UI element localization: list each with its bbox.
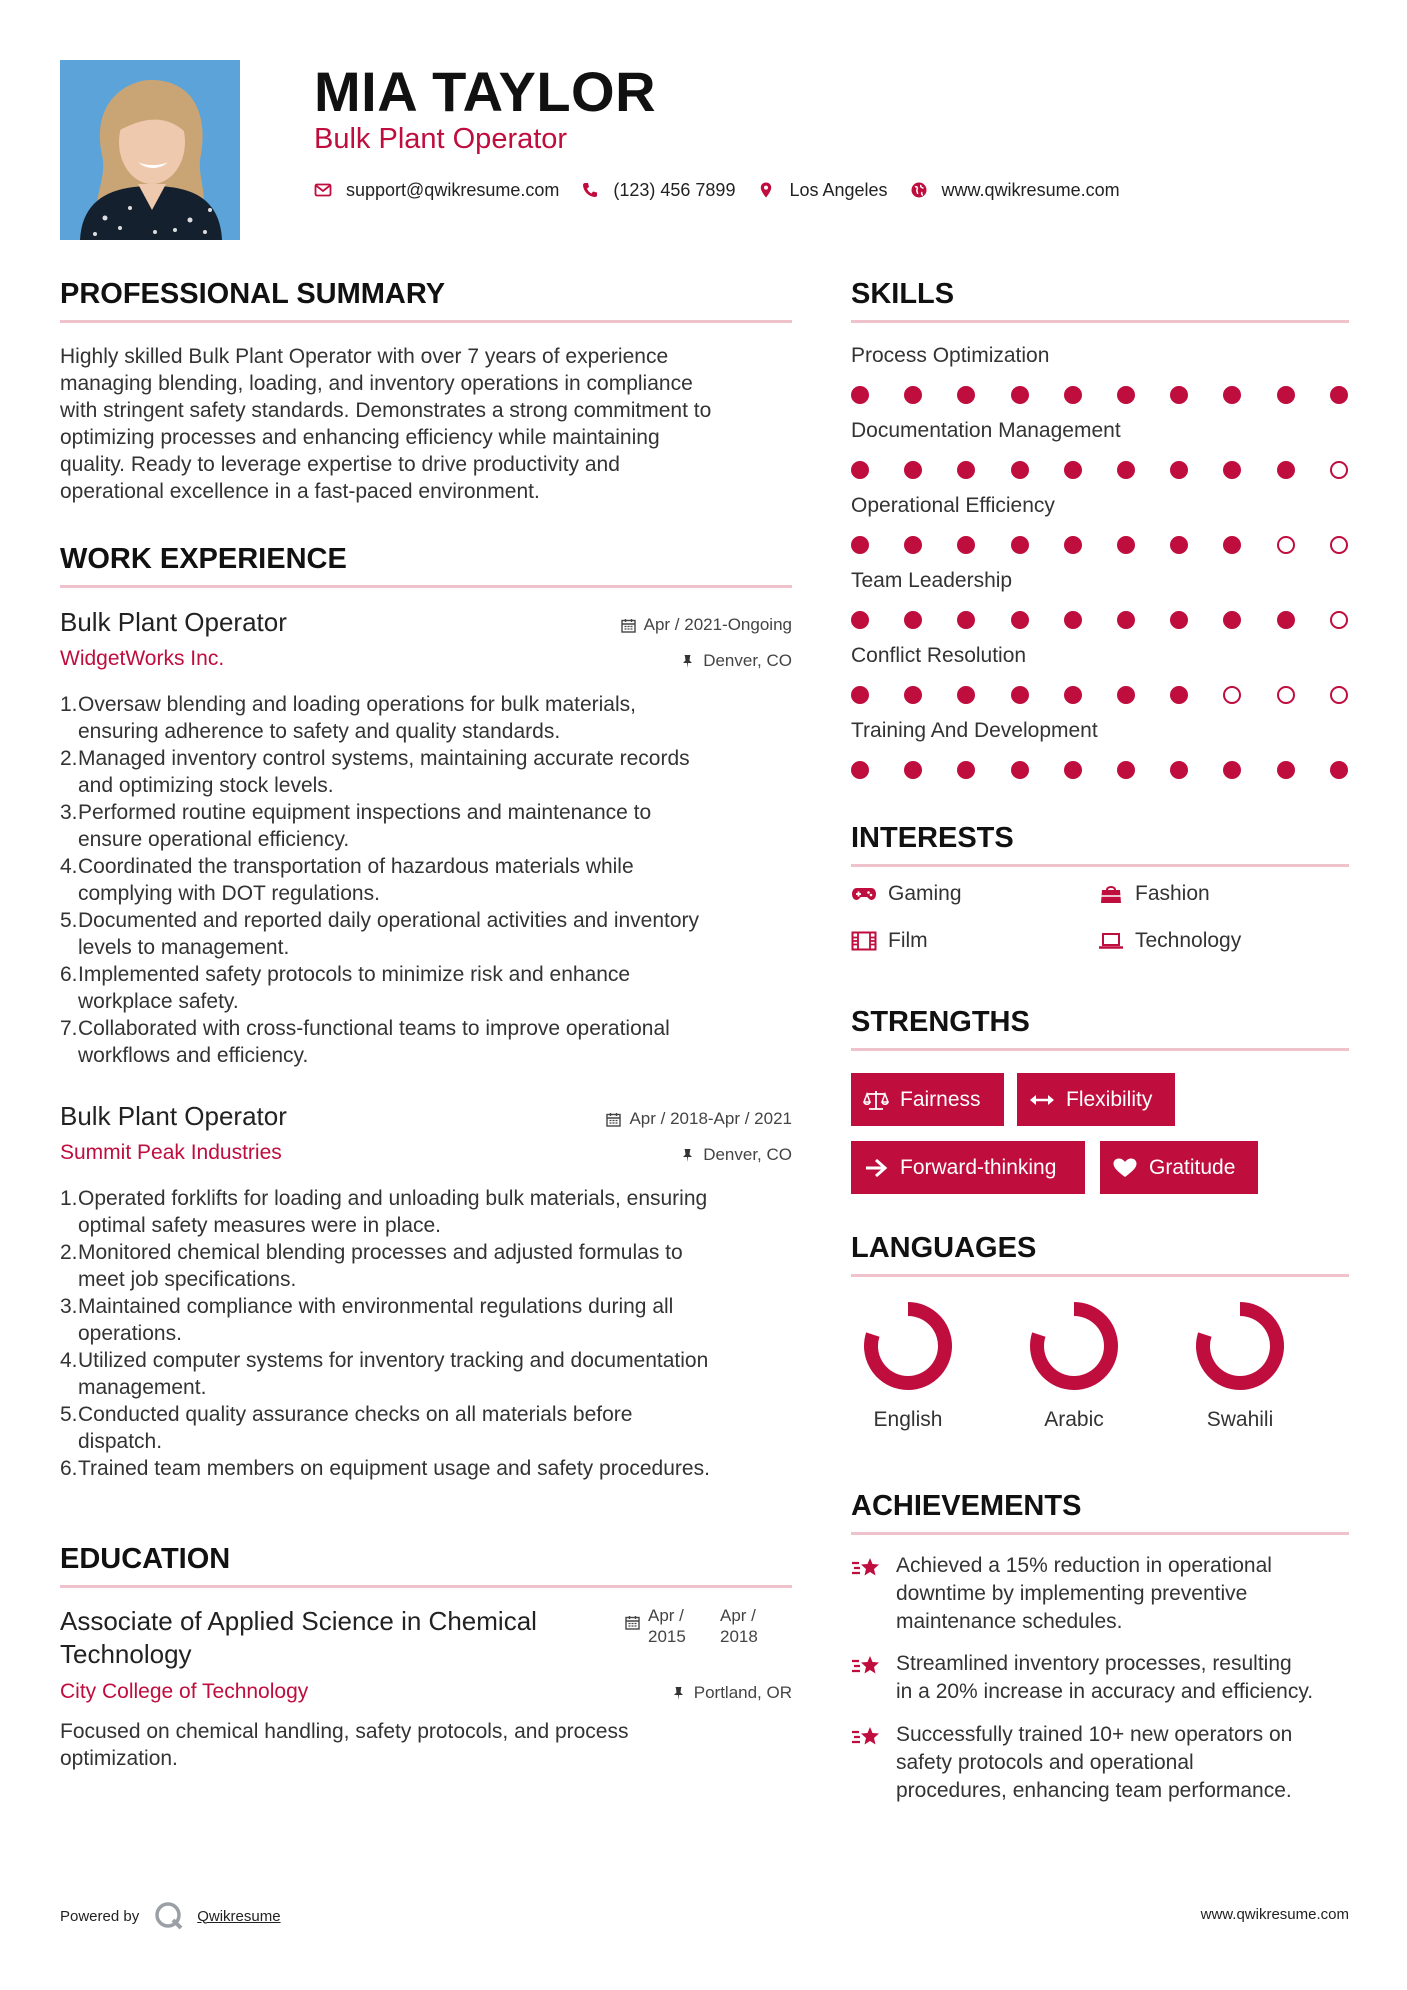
job-bullet: 3. Performed routine equipment inspections and maintenance to ensure operational efficiency. bbox=[60, 801, 652, 851]
education-location bbox=[671, 1683, 792, 1703]
job-bullet: 6. Trained team members on equipment usage and safety procedures. bbox=[60, 1457, 710, 1480]
interest-item bbox=[1098, 882, 1210, 906]
strength-label: Gratitude bbox=[1149, 1155, 1236, 1179]
job-location bbox=[680, 1144, 792, 1166]
job-location bbox=[680, 650, 792, 672]
skill-dot-filled bbox=[1277, 461, 1295, 479]
language-level-ring bbox=[1194, 1300, 1286, 1392]
skill-dot-filled bbox=[1223, 611, 1241, 629]
job-bullet: 2. Managed inventory control systems, maintaining accurate records and optimizing stock levels. bbox=[60, 747, 690, 797]
interest-item bbox=[1098, 929, 1241, 953]
star-ribbon-icon bbox=[851, 1652, 883, 1680]
skill-dot-filled bbox=[904, 761, 922, 779]
experience-divider bbox=[60, 585, 792, 588]
language-name: English bbox=[873, 1408, 943, 1431]
skill-dot-filled bbox=[1011, 536, 1029, 554]
experience-heading: WORK EXPERIENCE bbox=[60, 543, 347, 575]
skill-dot-empty bbox=[1277, 536, 1295, 554]
skill-name: Process Optimization bbox=[851, 344, 1050, 367]
contact-email[interactable] bbox=[314, 180, 559, 201]
contact-bar bbox=[314, 176, 1142, 204]
skill-item bbox=[851, 418, 1351, 481]
education-start-date: Apr / 2015 bbox=[648, 1606, 686, 1646]
skill-rating bbox=[851, 761, 1351, 781]
skill-dot-filled bbox=[1223, 536, 1241, 554]
summary-text bbox=[60, 343, 800, 505]
job-location-text: Denver, CO bbox=[703, 651, 792, 670]
skill-dot-filled bbox=[904, 686, 922, 704]
skill-name: Operational Efficiency bbox=[851, 494, 1055, 517]
skill-dot-filled bbox=[1170, 461, 1188, 479]
summary-divider bbox=[60, 320, 792, 323]
skill-dot-filled bbox=[1117, 536, 1135, 554]
interest-label: Fashion bbox=[1135, 882, 1210, 905]
achievement-text: Achieved a 15% reduction in operational downtime by implementing preventive maintenance schedules. bbox=[896, 1554, 1272, 1633]
job-bullet: 1. Oversaw blending and loading operations for bulk materials, ensuring adherence to safety and quality standards. bbox=[60, 693, 636, 743]
laptop-icon bbox=[1098, 931, 1124, 951]
skill-dot-filled bbox=[1117, 761, 1135, 779]
skill-dot-filled bbox=[1117, 386, 1135, 404]
contact-phone-text: (123) 456 7899 bbox=[613, 179, 736, 200]
skill-dot-filled bbox=[851, 461, 869, 479]
strength-label: Flexibility bbox=[1066, 1087, 1153, 1111]
summary-line: with stringent safety standards. Demonstrates a strong commitment to bbox=[60, 399, 712, 422]
job-role: Bulk Plant Operator bbox=[60, 1101, 287, 1131]
interest-item bbox=[851, 929, 928, 953]
strength-badge bbox=[1017, 1073, 1175, 1126]
contact-location-text: Los Angeles bbox=[789, 179, 888, 200]
language-item bbox=[1170, 1300, 1310, 1433]
location-pin-icon bbox=[757, 181, 775, 199]
skill-dot-filled bbox=[957, 761, 975, 779]
languages-heading: LANGUAGES bbox=[851, 1232, 1037, 1264]
education-dates bbox=[625, 1605, 790, 1647]
job-bullets bbox=[60, 691, 800, 1069]
skill-dot-empty bbox=[1330, 611, 1348, 629]
language-name: Arabic bbox=[1044, 1408, 1104, 1431]
interests-divider bbox=[851, 864, 1349, 867]
skill-dot-filled bbox=[957, 386, 975, 404]
summary-line: managing blending, loading, and inventory operations in compliance bbox=[60, 372, 693, 395]
achievements-heading: ACHIEVEMENTS bbox=[851, 1490, 1082, 1522]
skill-dot-filled bbox=[904, 536, 922, 554]
language-level-arc bbox=[1037, 1309, 1111, 1383]
skill-rating bbox=[851, 386, 1351, 406]
pushpin-icon bbox=[680, 654, 695, 669]
skill-dot-empty bbox=[1277, 686, 1295, 704]
language-level-arc bbox=[871, 1309, 945, 1383]
strength-badge bbox=[851, 1141, 1085, 1194]
language-item bbox=[1004, 1300, 1144, 1433]
skill-dot-empty bbox=[1330, 461, 1348, 479]
candidate-title: Bulk Plant Operator bbox=[314, 123, 568, 155]
skill-rating bbox=[851, 461, 1351, 481]
skill-name: Training And Development bbox=[851, 719, 1098, 742]
contact-location bbox=[757, 180, 887, 201]
job-role: Bulk Plant Operator bbox=[60, 607, 287, 637]
skill-dot-filled bbox=[1064, 761, 1082, 779]
achievement-item bbox=[851, 1552, 1361, 1636]
skill-dot-filled bbox=[1064, 461, 1082, 479]
strengths-heading: STRENGTHS bbox=[851, 1006, 1030, 1038]
skill-dot-filled bbox=[1011, 686, 1029, 704]
interest-label: Film bbox=[888, 929, 928, 952]
skill-dot-filled bbox=[1330, 761, 1348, 779]
skill-dot-filled bbox=[1223, 761, 1241, 779]
education-heading: EDUCATION bbox=[60, 1543, 231, 1575]
star-ribbon-icon bbox=[851, 1723, 883, 1751]
shopping-bag-icon bbox=[1098, 884, 1124, 904]
skill-dot-filled bbox=[1170, 536, 1188, 554]
education-end-date: Apr / 2018 bbox=[720, 1606, 758, 1646]
skill-dot-filled bbox=[1064, 611, 1082, 629]
skill-dot-filled bbox=[1011, 461, 1029, 479]
skill-dot-filled bbox=[1011, 386, 1029, 404]
skill-dot-filled bbox=[957, 686, 975, 704]
contact-website[interactable] bbox=[910, 180, 1120, 201]
skill-dot-filled bbox=[1170, 761, 1188, 779]
skill-dot-filled bbox=[904, 611, 922, 629]
job-dates bbox=[606, 1108, 792, 1130]
footer-brand-link[interactable]: Qwikresume bbox=[197, 1907, 281, 1925]
achievements-divider bbox=[851, 1532, 1349, 1535]
skill-item bbox=[851, 718, 1351, 781]
strength-label: Forward-thinking bbox=[900, 1155, 1057, 1179]
job-bullet: 5. Conducted quality assurance checks on all materials before dispatch. bbox=[60, 1403, 633, 1453]
interest-item bbox=[851, 882, 962, 906]
job-dates-text: Apr / 2021-Ongoing bbox=[643, 615, 792, 634]
skill-dot-filled bbox=[851, 536, 869, 554]
skill-dot-filled bbox=[957, 461, 975, 479]
job-location-text: Denver, CO bbox=[703, 1145, 792, 1164]
job-bullets bbox=[60, 1185, 800, 1482]
pushpin-icon bbox=[680, 1148, 695, 1163]
education-divider bbox=[60, 1585, 792, 1588]
achievement-item bbox=[851, 1650, 1361, 1706]
language-name: Swahili bbox=[1206, 1408, 1274, 1431]
education-description: Focused on chemical handling, safety protocols, and process optimization. bbox=[60, 1720, 629, 1770]
skill-dot-filled bbox=[957, 536, 975, 554]
education-location-text: Portland, OR bbox=[693, 1683, 792, 1702]
skill-dot-filled bbox=[1330, 386, 1348, 404]
skill-dot-filled bbox=[1117, 686, 1135, 704]
job-bullet: 7. Collaborated with cross-functional teams to improve operational workflows and efficiency. bbox=[60, 1017, 670, 1067]
heart-icon bbox=[1112, 1157, 1138, 1179]
job-company: Summit Peak Industries bbox=[60, 1141, 282, 1164]
language-item bbox=[838, 1300, 978, 1433]
footer-website-link[interactable]: www.qwikresume.com bbox=[1200, 1906, 1349, 1923]
interest-label: Technology bbox=[1135, 929, 1242, 952]
skill-name: Documentation Management bbox=[851, 419, 1121, 442]
summary-line: Highly skilled Bulk Plant Operator with over 7 years of experience bbox=[60, 345, 669, 368]
job-bullet: 5. Documented and reported daily operational activities and inventory levels to management. bbox=[60, 909, 700, 959]
globe-icon bbox=[910, 181, 928, 199]
calendar-icon bbox=[621, 618, 636, 633]
film-icon bbox=[851, 931, 877, 951]
summary-line: operational excellence in a fast-paced environment. bbox=[60, 480, 540, 503]
skill-item bbox=[851, 643, 1351, 706]
profile-photo bbox=[60, 60, 240, 240]
skill-dot-filled bbox=[1277, 611, 1295, 629]
job-bullet: 3. Maintained compliance with environmental regulations during all operations. bbox=[60, 1295, 674, 1345]
skill-dot-filled bbox=[904, 461, 922, 479]
email-icon bbox=[314, 181, 332, 199]
skill-item bbox=[851, 343, 1351, 406]
calendar-icon bbox=[606, 1112, 621, 1127]
job-bullet: 6. Implemented safety protocols to minimize risk and enhance workplace safety. bbox=[60, 963, 631, 1013]
interest-label: Gaming bbox=[888, 882, 962, 905]
job-bullet: 4. Coordinated the transportation of hazardous materials while complying with DOT regulations. bbox=[60, 855, 634, 905]
skill-dot-filled bbox=[1011, 761, 1029, 779]
degree-title: Associate of Applied Science in Chemical Technology bbox=[60, 1606, 537, 1669]
gamepad-icon bbox=[851, 884, 877, 904]
skill-dot-filled bbox=[1064, 386, 1082, 404]
skill-dot-filled bbox=[1170, 386, 1188, 404]
powered-by-text: Powered by bbox=[60, 1907, 140, 1925]
contact-website-text: www.qwikresume.com bbox=[941, 179, 1120, 200]
skill-item bbox=[851, 493, 1351, 556]
strength-badge bbox=[1100, 1141, 1258, 1194]
job-company: WidgetWorks Inc. bbox=[60, 647, 225, 670]
pushpin-icon bbox=[671, 1686, 686, 1701]
skill-dot-empty bbox=[1330, 536, 1348, 554]
job-bullet: 2. Monitored chemical blending processes and adjusted formulas to meet job specifications. bbox=[60, 1241, 683, 1291]
job-bullet: 4. Utilized computer systems for inventory tracking and documentation management. bbox=[60, 1349, 709, 1399]
skill-dot-filled bbox=[851, 611, 869, 629]
skill-dot-empty bbox=[1330, 686, 1348, 704]
double-arrow-icon bbox=[1029, 1089, 1055, 1111]
qwikresume-logo-icon bbox=[153, 1900, 185, 1932]
school-name: City College of Technology bbox=[60, 1680, 309, 1703]
skill-dot-filled bbox=[1277, 386, 1295, 404]
language-level-arc bbox=[1203, 1309, 1277, 1383]
strength-badge bbox=[851, 1073, 1004, 1126]
arrow-right-icon bbox=[863, 1157, 889, 1179]
skill-rating bbox=[851, 611, 1351, 631]
balance-scale-icon bbox=[863, 1089, 889, 1111]
skills-divider bbox=[851, 320, 1349, 323]
skills-heading: SKILLS bbox=[851, 278, 955, 310]
skill-item bbox=[851, 568, 1351, 631]
skill-dot-filled bbox=[1064, 536, 1082, 554]
job-dates-text: Apr / 2018-Apr / 2021 bbox=[629, 1109, 792, 1128]
skill-dot-filled bbox=[1117, 461, 1135, 479]
calendar-icon bbox=[625, 1615, 640, 1630]
skill-dot-filled bbox=[1117, 611, 1135, 629]
skill-dot-filled bbox=[851, 761, 869, 779]
job-bullet: 1. Operated forklifts for loading and unloading bulk materials, ensuring optimal safety measures were in place. bbox=[60, 1187, 708, 1237]
contact-phone[interactable] bbox=[581, 180, 735, 201]
candidate-name: MIA TAYLOR bbox=[314, 60, 657, 123]
skill-dot-empty bbox=[1223, 686, 1241, 704]
footer-powered-by bbox=[60, 1900, 281, 1932]
star-ribbon-icon bbox=[851, 1554, 883, 1582]
skill-dot-filled bbox=[957, 611, 975, 629]
skill-dot-filled bbox=[1170, 611, 1188, 629]
language-level-ring bbox=[1028, 1300, 1120, 1392]
achievement-item bbox=[851, 1721, 1361, 1805]
summary-line: quality. Ready to leverage expertise to drive productivity and bbox=[60, 453, 620, 476]
phone-icon bbox=[581, 181, 599, 199]
skill-rating bbox=[851, 686, 1351, 706]
skill-dot-filled bbox=[851, 686, 869, 704]
language-level-ring bbox=[862, 1300, 954, 1392]
interests-heading: INTERESTS bbox=[851, 822, 1014, 854]
strengths-divider bbox=[851, 1048, 1349, 1051]
skill-name: Team Leadership bbox=[851, 569, 1013, 592]
achievement-text: Streamlined inventory processes, resulting in a 20% increase in accuracy and efficiency. bbox=[896, 1652, 1314, 1703]
summary-line: optimizing processes and enhancing efficiency while maintaining bbox=[60, 426, 660, 449]
skill-dot-filled bbox=[1170, 686, 1188, 704]
skill-dot-filled bbox=[851, 386, 869, 404]
job-dates bbox=[621, 614, 792, 636]
skill-dot-filled bbox=[1223, 386, 1241, 404]
summary-heading: PROFESSIONAL SUMMARY bbox=[60, 278, 446, 310]
skill-dot-filled bbox=[904, 386, 922, 404]
skill-name: Conflict Resolution bbox=[851, 644, 1027, 667]
achievement-text: Successfully trained 10+ new operators on safety protocols and operational procedures, enhancing team performance. bbox=[896, 1723, 1293, 1802]
skill-rating bbox=[851, 536, 1351, 556]
skill-dot-filled bbox=[1223, 461, 1241, 479]
skill-dot-filled bbox=[1064, 686, 1082, 704]
languages-divider bbox=[851, 1274, 1349, 1277]
skill-dot-filled bbox=[1277, 761, 1295, 779]
skill-dot-filled bbox=[1011, 611, 1029, 629]
strength-label: Fairness bbox=[900, 1087, 981, 1111]
contact-email-text: support@qwikresume.com bbox=[346, 179, 560, 200]
